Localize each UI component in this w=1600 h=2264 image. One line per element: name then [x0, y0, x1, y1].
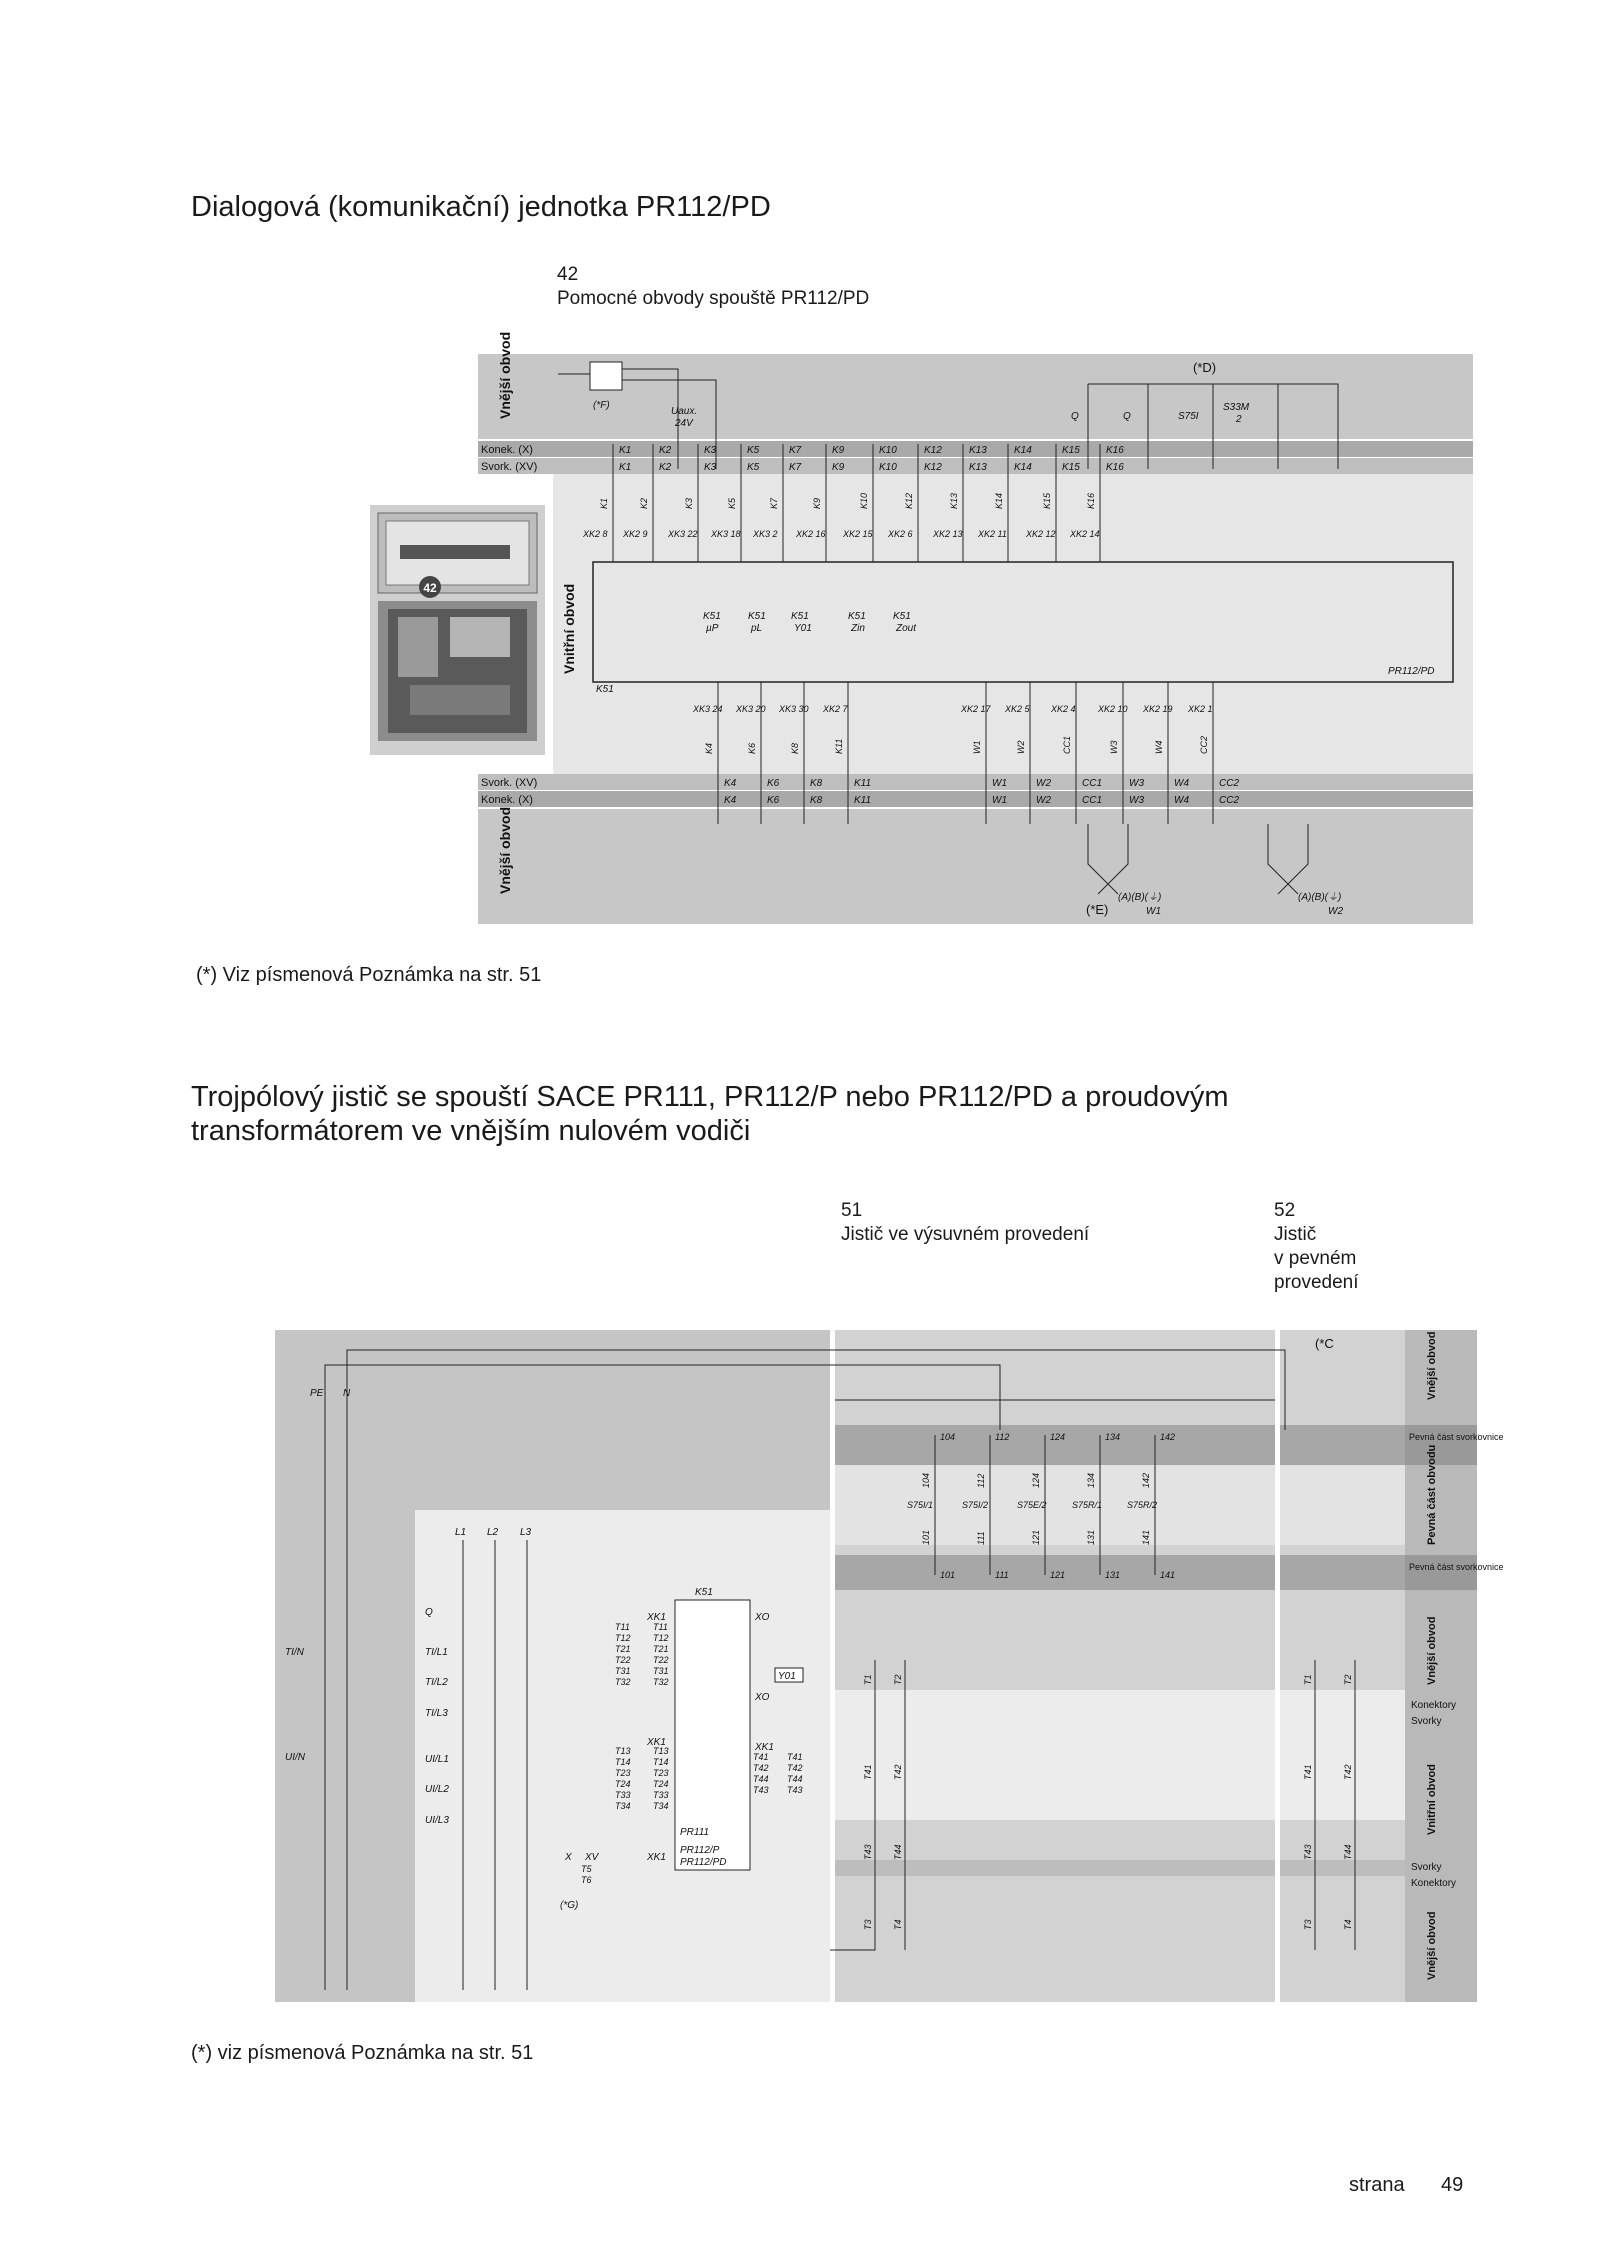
- fixed-t-t3: T3: [1303, 1919, 1313, 1930]
- wd-t-t41: T41: [863, 1764, 873, 1780]
- top-terminal-k3: K3: [704, 445, 717, 456]
- bottom-xk-1: XK3 20: [736, 704, 766, 714]
- wd-t-t5: T5: [581, 1864, 592, 1874]
- trip-terminal-left-t12: T12: [615, 1633, 631, 1643]
- bottom-terminal-x-w3: W3: [1129, 795, 1144, 806]
- k51-label: K51: [695, 1587, 713, 1598]
- svorky-bottom: Svorky: [1411, 1862, 1442, 1873]
- pr111-label: PR111: [680, 1827, 710, 1838]
- konek-x-top: Konek. (X): [481, 444, 533, 456]
- xv-label: XV: [585, 1852, 599, 1863]
- trip-terminal-left-t22: T22: [615, 1655, 631, 1665]
- k51-out-t41: T41: [753, 1752, 769, 1762]
- top-xk-1: XK2 9: [623, 529, 648, 539]
- note-d: (*D): [1193, 360, 1217, 375]
- internal-contact-3-name: K51: [848, 611, 866, 622]
- konektory-bottom: Konektory: [1411, 1878, 1457, 1889]
- xo-top: XO: [755, 1612, 770, 1623]
- bottom-terminal-vert-cc2: CC2: [1199, 735, 1209, 754]
- internal-contact-1-name: K51: [748, 611, 766, 622]
- bottom-terminal-xv-k8: K8: [810, 778, 823, 789]
- trip-terminal-left-t11: T11: [615, 1622, 630, 1632]
- aux-top-142: 142: [1160, 1432, 1176, 1442]
- internal-contact-4-name: K51: [893, 611, 911, 622]
- bottom-terminal-x-cc1: CC1: [1082, 795, 1103, 806]
- pevna-svorkovnice-bottom: Pevná část svorkovnice: [1409, 1562, 1504, 1572]
- q-label: Q: [425, 1607, 433, 1618]
- bottom-terminal-xv-w4: W4: [1174, 778, 1189, 789]
- internal-contact-0-sub: µP: [706, 623, 719, 634]
- wd-t-t6: T6: [581, 1875, 592, 1885]
- vnejsi-obvod-mid: Vnější obvod: [1426, 1616, 1438, 1685]
- trip-terminal-right-t11: T11: [653, 1622, 668, 1632]
- bottom-terminal-xv-k11: K11: [854, 778, 872, 789]
- bottom-terminal-xv-cc2: CC2: [1219, 778, 1240, 789]
- top-terminal-k10: K10: [879, 445, 897, 456]
- pevna-cast-obvodu: Pevná část obvodu: [1426, 1444, 1438, 1545]
- diagram-42: [478, 331, 1473, 924]
- top-terminal-xv-k13: K13: [969, 462, 987, 473]
- figure42-caption: Pomocné obvody spouště PR112/PD: [557, 288, 870, 309]
- top-terminal-k15: K15: [1062, 445, 1080, 456]
- section2-note: (*) viz písmenová Poznámka na str. 51: [191, 2042, 534, 2064]
- top-terminal-vert-k2: K2: [639, 497, 649, 509]
- aux-bot-vert-101: 101: [921, 1529, 931, 1545]
- bottom-terminal-x-k4: K4: [724, 795, 737, 806]
- bottom-terminal-vert-k4: K4: [704, 742, 714, 754]
- bottom-terminal-x-k6: K6: [767, 795, 780, 806]
- section2-title-line2: transformátorem ve vnějším nulovém vodiči: [191, 1115, 751, 1147]
- k51-out-right-t44: T44: [787, 1774, 803, 1784]
- k51-box-label: K51: [596, 684, 614, 695]
- l2-label: L2: [487, 1527, 499, 1538]
- figure51-number: 51: [841, 1200, 863, 1221]
- l1-label: L1: [455, 1527, 467, 1538]
- top-xk-0: XK2 8: [583, 529, 608, 539]
- internal-contact-4-sub: Zout: [896, 623, 917, 634]
- k51-out-right-t41: T41: [787, 1752, 803, 1762]
- konek-x-bottom: Konek. (X): [481, 794, 533, 806]
- l3-label: L3: [520, 1527, 532, 1538]
- wd-t-t2: T2: [893, 1674, 903, 1685]
- trip-terminal-right-t22: T22: [653, 1655, 669, 1665]
- aux-top-vert-104: 104: [921, 1472, 931, 1488]
- pe-label: PE: [310, 1388, 324, 1399]
- s75i-label: S75I: [1178, 411, 1199, 422]
- top-terminal-k16: K16: [1106, 445, 1124, 456]
- bottom-xk-2: XK3 30: [779, 704, 809, 714]
- aux-bot-vert-111: 111: [976, 1531, 986, 1545]
- figure52-number: 52: [1274, 1200, 1296, 1221]
- top-xk-9: XK2 11: [978, 529, 1007, 539]
- aux-switch-s75e-2: S75E/2: [1017, 1500, 1047, 1510]
- top-xk-6: XK2 15: [843, 529, 873, 539]
- inner-circuit-label: Vnitřní obvod: [561, 583, 577, 674]
- figure51-caption: Jistič ve výsuvném provedení: [841, 1224, 1090, 1245]
- top-terminal-k5: K5: [747, 445, 760, 456]
- section2-title-line1: Trojpólový jistič se spouští SACE PR111, PR112/P nebo PR112/PD a proudovým: [191, 1081, 1229, 1113]
- wd-t-t44: T44: [893, 1844, 903, 1860]
- figure42-number: 42: [557, 264, 579, 285]
- internal-contact-0-name: K51: [703, 611, 721, 622]
- vnitrni-obvod-right: Vnitřní obvod: [1426, 1764, 1438, 1835]
- ti-n-label: TI/N: [285, 1647, 304, 1658]
- s33m-label: S33M: [1223, 402, 1250, 413]
- trip-terminal-right-t34: T34: [653, 1801, 669, 1811]
- page-number: 49: [1441, 2174, 1464, 2196]
- top-xk-8: XK2 13: [933, 529, 963, 539]
- abg-2: (A)(B)(⏚): [1298, 892, 1342, 903]
- top-xk-3: XK3 18: [711, 529, 741, 539]
- wd-t-t42: T42: [893, 1764, 903, 1780]
- xk1-top: XK1: [647, 1612, 666, 1623]
- ti-l2-label: TI/L2: [425, 1677, 448, 1688]
- wd-t-t43: T43: [863, 1844, 873, 1860]
- trip-terminal-right-t31: T31: [653, 1666, 669, 1676]
- trip-terminal-left-t14: T14: [615, 1757, 631, 1767]
- xk1-bottom: XK1: [647, 1852, 666, 1863]
- wd-t-t3: T3: [863, 1919, 873, 1930]
- vnejsi-obvod-top: Vnější obvod: [1426, 1331, 1438, 1400]
- top-terminal-vert-k1: K1: [599, 497, 609, 509]
- bottom-terminal-xv-w3: W3: [1129, 778, 1144, 789]
- top-terminal-xv-k5: K5: [747, 462, 760, 473]
- internal-contact-2-name: K51: [791, 611, 809, 622]
- trip-terminal-left-t34: T34: [615, 1801, 631, 1811]
- top-terminal-vert-k7: K7: [769, 497, 779, 509]
- wd-t-t4: T4: [893, 1919, 903, 1930]
- top-terminal-k7: K7: [789, 445, 802, 456]
- trip-terminal-right-t13: T13: [653, 1746, 669, 1756]
- top-terminal-xv-k16: K16: [1106, 462, 1124, 473]
- n-label: N: [343, 1388, 351, 1399]
- bottom-xk-4: XK2 17: [961, 704, 991, 714]
- top-terminal-xv-k2: K2: [659, 462, 672, 473]
- figure52-line2: v pevném: [1274, 1248, 1357, 1269]
- bottom-xk-8: XK2 19: [1143, 704, 1173, 714]
- aux-top-112: 112: [995, 1432, 1010, 1442]
- internal-contact-3-sub: Zin: [851, 623, 865, 634]
- trip-terminal-right-t33: T33: [653, 1790, 669, 1800]
- top-xk-2: XK3 22: [668, 529, 698, 539]
- outer-circuit-label-bottom: Vnější obvod: [497, 806, 513, 894]
- bottom-terminal-x-cc2: CC2: [1219, 795, 1240, 806]
- bottom-terminal-vert-w4: W4: [1154, 740, 1164, 754]
- aux-bot-vert-131: 131: [1086, 1529, 1096, 1545]
- aux-top-vert-112: 112: [976, 1473, 986, 1488]
- note-c: (*C: [1315, 1336, 1334, 1351]
- top-terminal-xv-k10: K10: [879, 462, 897, 473]
- aux-bot-131: 131: [1105, 1570, 1121, 1580]
- wd-t-t1: T1: [863, 1674, 873, 1685]
- bottom-terminal-vert-w1: W1: [972, 740, 982, 754]
- xk1-mid: XK1: [647, 1737, 666, 1748]
- fixed-t-t4: T4: [1343, 1919, 1353, 1930]
- top-terminal-xv-k15: K15: [1062, 462, 1080, 473]
- xo-bottom: XO: [755, 1692, 770, 1703]
- top-terminal-k14: K14: [1014, 445, 1032, 456]
- note-e: (*E): [1086, 902, 1109, 917]
- ui-l3-label: UI/L3: [425, 1815, 449, 1826]
- bottom-terminal-xv-w1: W1: [992, 778, 1007, 789]
- aux-switch-s75i-2: S75I/2: [962, 1500, 989, 1510]
- ti-l1-label: TI/L1: [425, 1647, 448, 1658]
- fixed-t-t43: T43: [1303, 1844, 1313, 1860]
- aux-bot-vert-141: 141: [1141, 1529, 1151, 1545]
- pevna-svorkovnice-top: Pevná část svorkovnice: [1409, 1432, 1504, 1442]
- top-terminal-vert-k14: K14: [994, 492, 1004, 509]
- fixed-t-t1: T1: [1303, 1674, 1313, 1685]
- trip-terminal-right-t21: T21: [653, 1644, 669, 1654]
- bottom-xk-9: XK2 1: [1188, 704, 1213, 714]
- aux-top-vert-142: 142: [1141, 1472, 1151, 1488]
- figure52-line1: Jistič: [1274, 1224, 1317, 1245]
- photo-badge-text: 42: [423, 581, 437, 595]
- aux-top-134: 134: [1105, 1432, 1121, 1442]
- bottom-terminal-x-k11: K11: [854, 795, 872, 806]
- aux-top-124: 124: [1050, 1432, 1066, 1442]
- note-g: (*G): [560, 1900, 579, 1911]
- bottom-terminal-x-w1: W1: [992, 795, 1007, 806]
- bottom-terminal-vert-w3: W3: [1109, 740, 1119, 754]
- k51-out-t43: T43: [753, 1785, 769, 1795]
- abg-1: (A)(B)(⏚): [1118, 892, 1162, 903]
- vnejsi-obvod-bottom: Vnější obvod: [1426, 1911, 1438, 1980]
- top-terminal-vert-k9: K9: [812, 497, 822, 509]
- bottom-terminal-x-k8: K8: [810, 795, 823, 806]
- top-terminal-xv-k7: K7: [789, 462, 802, 473]
- top-terminal-xv-k14: K14: [1014, 462, 1032, 473]
- top-terminal-vert-k5: K5: [727, 497, 737, 509]
- top-terminal-k12: K12: [924, 445, 942, 456]
- bottom-terminal-x-w2: W2: [1036, 795, 1051, 806]
- bottom-terminal-xv-k4: K4: [724, 778, 737, 789]
- bottom-xk-7: XK2 10: [1098, 704, 1128, 714]
- top-xk-7: XK2 6: [888, 529, 913, 539]
- pr112pd-box-label: PR112/PD: [1388, 666, 1435, 677]
- ui-l1-label: UI/L1: [425, 1754, 449, 1765]
- trip-terminal-right-t24: T24: [653, 1779, 669, 1789]
- aux-switch-s75r-2: S75R/2: [1127, 1500, 1158, 1510]
- bottom-terminal-vert-k8: K8: [790, 742, 800, 754]
- bottom-terminal-xv-w2: W2: [1036, 778, 1051, 789]
- fixed-t-t2: T2: [1343, 1674, 1353, 1685]
- aux-top-104: 104: [940, 1432, 956, 1442]
- uaux-label: Uaux.: [671, 406, 698, 417]
- y01-label: Y01: [778, 1671, 796, 1682]
- svorky-top: Svorky: [1411, 1716, 1442, 1727]
- outer-circuit-label-top: Vnější obvod: [497, 331, 513, 419]
- internal-contact-1-sub: pL: [751, 623, 763, 634]
- bottom-terminal-vert-cc1: CC1: [1062, 735, 1072, 754]
- trip-terminal-left-t33: T33: [615, 1790, 631, 1800]
- bottom-terminal-vert-k11: K11: [834, 738, 844, 754]
- fixed-t-t44: T44: [1343, 1844, 1353, 1860]
- uaux-voltage: 24V: [675, 418, 693, 429]
- top-terminal-xv-k3: K3: [704, 462, 717, 473]
- pr112p-label: PR112/P: [680, 1845, 720, 1856]
- k51-out-right-t43: T43: [787, 1785, 803, 1795]
- trip-terminal-left-t21: T21: [615, 1644, 631, 1654]
- internal-contact-2-sub: Y01: [794, 623, 812, 634]
- top-terminal-vert-k10: K10: [859, 492, 869, 509]
- q-contact-2: Q: [1123, 411, 1131, 422]
- trip-terminal-left-t24: T24: [615, 1779, 631, 1789]
- top-terminal-xv-k12: K12: [924, 462, 942, 473]
- ti-l3-label: TI/L3: [425, 1708, 448, 1719]
- w1-ct-label: W1: [1146, 906, 1161, 917]
- bottom-terminal-x-w4: W4: [1174, 795, 1189, 806]
- top-terminal-vert-k15: K15: [1042, 492, 1052, 509]
- top-terminal-vert-k13: K13: [949, 492, 959, 509]
- trip-terminal-right-t32: T32: [653, 1677, 669, 1687]
- top-xk-10: XK2 12: [1026, 529, 1056, 539]
- aux-bot-111: 111: [995, 1570, 1009, 1580]
- top-terminal-vert-k12: K12: [904, 492, 914, 509]
- svork-xv-top: Svork. (XV): [481, 461, 538, 473]
- top-terminal-xv-k9: K9: [832, 462, 845, 473]
- trip-terminal-left-t13: T13: [615, 1746, 631, 1756]
- note-f: (*F): [593, 400, 610, 411]
- section1-title: Dialogová (komunikační) jednotka PR112/PD: [191, 191, 771, 223]
- bottom-terminal-vert-k6: K6: [747, 742, 757, 754]
- top-terminal-k2: K2: [659, 445, 672, 456]
- aux-bot-101: 101: [940, 1570, 956, 1580]
- top-terminal-k9: K9: [832, 445, 845, 456]
- top-terminal-vert-k3: K3: [684, 497, 694, 509]
- w2-ct-label: W2: [1328, 906, 1343, 917]
- fixed-t-t41: T41: [1303, 1764, 1313, 1780]
- trip-terminal-left-t31: T31: [615, 1666, 631, 1676]
- figure52-line3: provedení: [1274, 1272, 1359, 1293]
- diagram-51-52: [275, 1330, 1504, 2002]
- aux-bot-141: 141: [1160, 1570, 1176, 1580]
- section1-note: (*) Viz písmenová Poznámka na str. 51: [196, 964, 542, 986]
- k51-out-t42: T42: [753, 1763, 769, 1773]
- aux-bot-vert-121: 121: [1031, 1529, 1041, 1545]
- trip-terminal-right-t14: T14: [653, 1757, 669, 1767]
- top-terminal-xv-k1: K1: [619, 462, 632, 473]
- trip-terminal-left-t32: T32: [615, 1677, 631, 1687]
- bottom-xk-5: XK2 5: [1005, 704, 1030, 714]
- x-label: X: [565, 1852, 572, 1863]
- top-xk-11: XK2 14: [1070, 529, 1100, 539]
- top-xk-4: XK3 2: [753, 529, 778, 539]
- trip-terminal-right-t23: T23: [653, 1768, 669, 1778]
- bottom-xk-3: XK2 7: [823, 704, 848, 714]
- trip-terminal-left-t23: T23: [615, 1768, 631, 1778]
- bottom-terminal-vert-w2: W2: [1016, 740, 1026, 754]
- trip-terminal-right-t12: T12: [653, 1633, 669, 1643]
- xk1-right: XK1: [755, 1742, 774, 1753]
- bottom-xk-6: XK2 4: [1051, 704, 1076, 714]
- top-xk-5: XK2 16: [796, 529, 826, 539]
- aux-switch-s75i-1: S75I/1: [907, 1500, 934, 1510]
- k51-out-t44: T44: [753, 1774, 769, 1784]
- aux-top-vert-134: 134: [1086, 1472, 1096, 1488]
- k51-out-right-t42: T42: [787, 1763, 803, 1773]
- aux-switch-s75r-1: S75R/1: [1072, 1500, 1103, 1510]
- top-terminal-k1: K1: [619, 445, 632, 456]
- svork-xv-bottom: Svork. (XV): [481, 777, 538, 789]
- q-contact-1: Q: [1071, 411, 1079, 422]
- page-footer-label: strana: [1349, 2174, 1405, 2196]
- ui-l2-label: UI/L2: [425, 1784, 449, 1795]
- top-terminal-k13: K13: [969, 445, 987, 456]
- ui-n-label: UI/N: [285, 1752, 305, 1763]
- bottom-terminal-xv-cc1: CC1: [1082, 778, 1103, 789]
- bottom-xk-0: XK3 24: [693, 704, 723, 714]
- top-terminal-vert-k16: K16: [1086, 492, 1096, 509]
- konektory-top: Konektory: [1411, 1700, 1457, 1711]
- pr112pd-label: PR112/PD: [680, 1857, 727, 1868]
- fixed-t-t42: T42: [1343, 1764, 1353, 1780]
- aux-bot-121: 121: [1050, 1570, 1066, 1580]
- bottom-terminal-xv-k6: K6: [767, 778, 780, 789]
- aux-top-vert-124: 124: [1031, 1472, 1041, 1488]
- s33m-sub: 2: [1236, 414, 1242, 425]
